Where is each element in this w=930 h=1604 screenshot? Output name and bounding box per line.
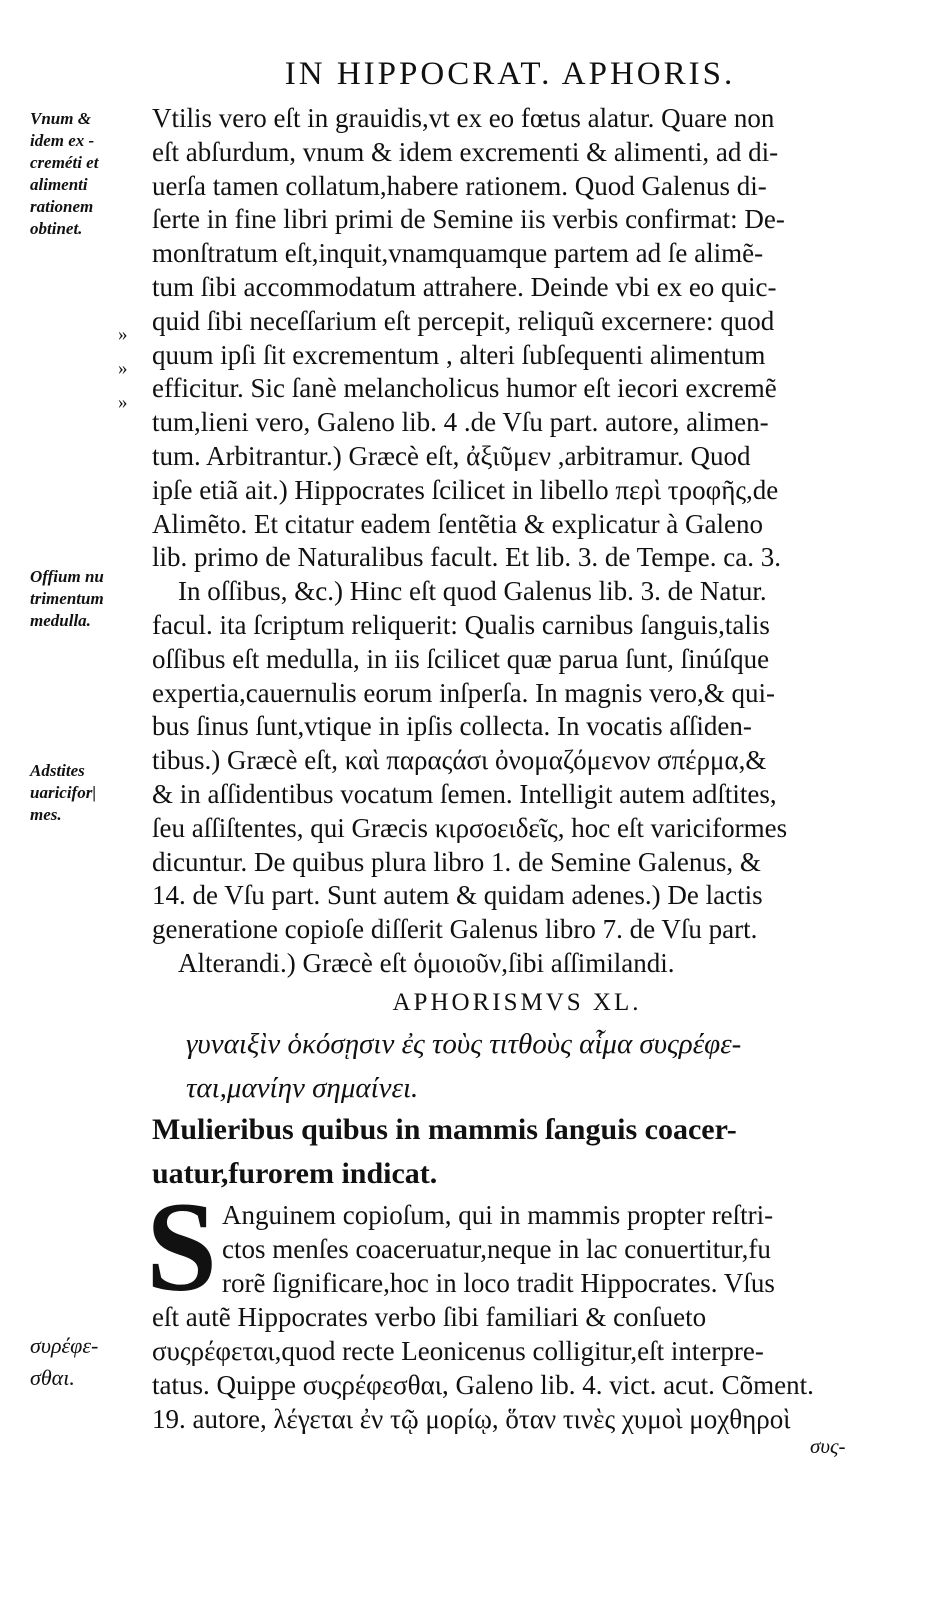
text-line: Alimẽto. Et citatur eadem ſentẽtia & explicatur à Galeno [152, 508, 764, 539]
text-line: tatus. Quippe συςρέφεσθαι, Galeno lib. 4. vict. acut. Cõment. [152, 1370, 814, 1400]
text-line: ſeu aſſiſtentes, qui Græcis κιρσοειδεῖς, hoc eſt variciformes [152, 812, 788, 843]
text-line: lib. primo de Naturalibus facult. Et lib. 3. de Tempe. ca. 3. [152, 542, 781, 573]
commentary-body [152, 102, 882, 981]
latin-line: uatur,furorem indicat. [152, 1157, 438, 1190]
margin-line: uaricifor| [30, 783, 97, 802]
text-line: eſt autẽ Hippocrates verbo ſibi familiari & conſueto [152, 1302, 707, 1332]
text-line: rorẽ ſignificare,hoc in loco tradit Hippocrates. Vſus [222, 1268, 775, 1298]
quote-mark: » [118, 358, 128, 379]
running-header: IN HIPPOCRAT. APHORIS. [284, 56, 736, 92]
margin-line: idem ex - [30, 131, 95, 150]
margin-line: Adstites [30, 761, 85, 780]
text-line: quum ipſi ſit excrementum , alteri ſubſequenti alimentum [152, 339, 766, 370]
margin-line: creméti et [30, 153, 99, 172]
aphorism-commentary [152, 1198, 882, 1436]
text-line: 19. autore, λέγεται ἐν τῷ μορίῳ, ὅταν τινὲς χυμοὶ μοχθηροὶ [152, 1404, 791, 1434]
quote-mark: » [118, 324, 128, 345]
text-line: bus ſinus ſunt,vtique in ipſis collecta. In vocatis aſſiden- [152, 711, 752, 742]
text-line: efficitur. Sic ſanè melancholicus humor eſt iecori excremẽ [152, 373, 777, 404]
text-line: dicuntur. De quibus plura libro 1. de Semine Galenus, & [152, 846, 761, 877]
text-line: tum,lieni vero, Galeno lib. 4 .de Vſu part. autore, alimen- [152, 407, 769, 438]
margin-line: συρέφε- [30, 1333, 99, 1358]
aphorism-title: APHORISMVS XL. [392, 989, 642, 1016]
text-line: Vtilis vero eſt in grauidis,vt ex eo fœtus alatur. Quare non [152, 103, 775, 133]
greek-line: γυναιξὶν ὁκόσῃσιν ἐς τοὺς τιτθοὺς αἷμα συςρέφε- [186, 1028, 742, 1060]
text-line: monſtratum eſt,inquit,vnamquamque partem ad ſe alimẽ- [152, 238, 764, 269]
text-line: oſſibus eſt medulla, in iis ſcilicet quæ parua ſunt, ſinúſque [152, 643, 770, 674]
text-line: tum ſibi accommodatum attrahere. Deinde vbi ex eo quic- [152, 271, 777, 302]
text-line: In oſſibus, &c.) Hinc eſt quod Galenus lib. 3. de Natur. [178, 576, 767, 607]
margin-note-excrement [30, 108, 148, 240]
aphorism-latin [152, 1108, 882, 1196]
text-line: & in aſſidentibus vocatum ſemen. Intelligit autem adſtites, [152, 778, 777, 809]
text-line: ipſe etiã ait.) Hippocrates ſcilicet in libello περὶ τροφῆς,de [152, 474, 779, 505]
text-line: uerſa tamen collatum,habere rationem. Quod Galenus di- [152, 170, 767, 201]
drop-cap: S [146, 1176, 218, 1318]
margin-note-adstites [30, 760, 148, 826]
margin-line: mes. [30, 805, 62, 824]
margin-line: σθαι. [30, 1365, 75, 1390]
text-line: συςρέφεται,quod recte Leonicenus colligitur,eſt interpre- [152, 1336, 764, 1366]
text-line: generatione copioſe diſſerit Galenus libro 7. de Vſu part. [152, 914, 758, 945]
text-line: eſt abſurdum, vnum & idem excrementi & alimenti, ad di- [152, 136, 779, 167]
margin-line: obtinet. [30, 219, 83, 238]
margin-line: alimenti [30, 175, 88, 194]
margin-line: rationem [30, 197, 94, 216]
text-line: facul. ita ſcriptum reliquerit: Qualis carnibus ſanguis,talis [152, 609, 770, 640]
latin-line: Mulieribus quibus in mammis ſanguis coacer- [152, 1113, 737, 1146]
text-line: ſerte in fine libri primi de Semine iis verbis confirmat: De- [152, 204, 785, 235]
text-line: quid ſibi neceſſarium eſt percepit, reliquũ excernere: quod [152, 305, 775, 336]
margin-note-marrow [30, 566, 148, 632]
quote-mark: » [118, 392, 128, 413]
margin-line: Vnum & [30, 109, 91, 128]
margin-line: trimentum [30, 589, 104, 608]
margin-line: Offium nu [30, 567, 104, 586]
text-line: Alterandi.) Græcè eſt ὁμοιοῦν,ſibi aſſimilandi. [178, 947, 675, 978]
text-line: ctos menſes coaceruatur,neque in lac conuertitur,fu [222, 1234, 771, 1264]
text-line: Anguinem copioſum, qui in mammis propter reſtri- [222, 1200, 774, 1230]
margin-line: medulla. [30, 611, 91, 630]
text-line: tibus.) Græcè eſt, καὶ παραςάσι ὀνομαζόμενον σπέρμα,& [152, 745, 767, 776]
greek-line: ται,μανίην σημαίνει. [186, 1072, 419, 1104]
catchword: συς- [810, 1434, 846, 1458]
text-line: 14. de Vſu part. Sunt autem & quidam adenes.) De lactis [152, 880, 763, 911]
aphorism-greek [186, 1022, 886, 1110]
margin-note-greek [30, 1330, 98, 1394]
text-line: tum. Arbitrantur.) Græcè eſt, ἀξιῦμεν ,arbitramur. Quod [152, 440, 751, 471]
quotation-marks [118, 318, 148, 420]
text-line: expertia,cauernulis eorum inſperſa. In magnis vero,& qui- [152, 677, 776, 708]
